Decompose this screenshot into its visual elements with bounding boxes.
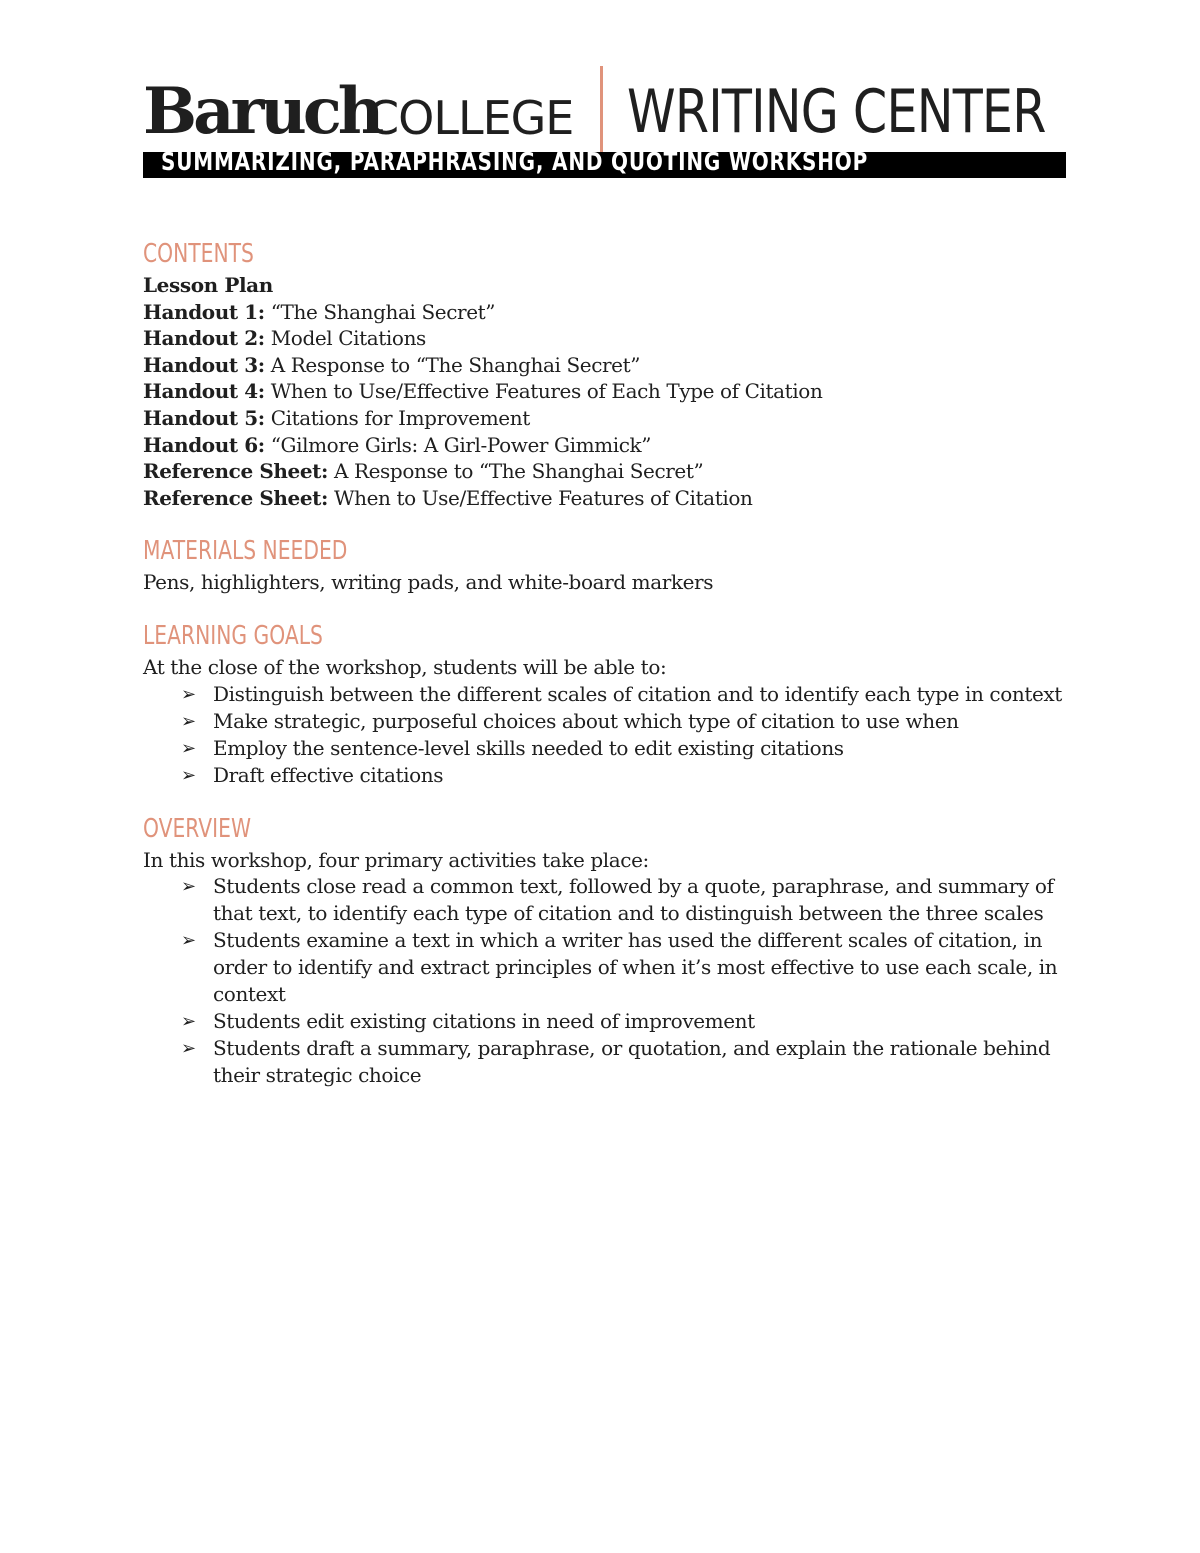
arrow-bullet-icon: ➢ [181, 1038, 196, 1060]
contents-item [143, 352, 1093, 379]
list-item-text: Make strategic, purposeful choices about which type of citation to use when [213, 708, 959, 733]
list-item-text: Employ the sentence-level skills needed to edit existing citations [213, 735, 844, 760]
contents-item-text: “Gilmore Girls: A Girl-Power Gimmick” [264, 432, 652, 457]
learning-goals-intro: At the close of the workshop, students will be able to: [143, 654, 667, 679]
spacer [143, 596, 1093, 618]
list-item-text: Students close read a common text, followed by a quote, paraphrase, and summary of that text, to identify each type of citation and to distinguish between the three scales [213, 874, 1054, 926]
contents-item-label: Handout 1: [143, 299, 265, 324]
logo-divider [600, 66, 603, 152]
college-logo-text: COLLEGE [367, 91, 574, 145]
contents-item-label: Handout 5: [143, 405, 265, 430]
list-item [143, 1035, 1093, 1089]
writing-center-title: WRITING CENTER [627, 77, 1046, 147]
list-item [143, 762, 1093, 789]
contents-item [143, 272, 1093, 299]
contents-item-label: Handout 6: [143, 432, 265, 457]
materials-section [143, 533, 1093, 596]
contents-section [143, 236, 1093, 511]
contents-item [143, 378, 1093, 405]
contents-item-text: “The Shanghai Secret” [264, 299, 496, 324]
arrow-bullet-icon: ➢ [181, 1011, 196, 1033]
contents-item-label: Handout 3: [143, 352, 265, 377]
contents-item-text: Citations for Improvement [264, 405, 530, 430]
contents-item [143, 432, 1093, 459]
list-item [143, 927, 1093, 1008]
overview-section [143, 811, 1093, 1090]
arrow-bullet-icon: ➢ [181, 683, 196, 705]
list-item-text: Students examine a text in which a writer has used the different scales of citation, in order to identify and extract principles of when it’s most effective to use each scale, in context [213, 928, 1058, 1007]
learning-goals-list [143, 681, 1093, 789]
contents-item-label: Reference Sheet: [143, 459, 328, 484]
overview-list [143, 873, 1093, 1089]
contents-item-label: Reference Sheet: [143, 485, 328, 510]
document-header [143, 64, 1066, 178]
contents-item-label: Lesson Plan [143, 273, 273, 297]
list-item-text: Students edit existing citations in need of improvement [213, 1009, 755, 1034]
contents-heading: CONTENTS [143, 239, 254, 269]
overview-heading: OVERVIEW [143, 813, 252, 844]
arrow-bullet-icon: ➢ [181, 930, 196, 952]
learning-goals-section [143, 618, 1093, 789]
materials-text: Pens, highlighters, writing pads, and white-board markers [143, 570, 714, 595]
contents-item [143, 405, 1093, 432]
list-item-text: Distinguish between the different scales of citation and to identify each type in context [213, 681, 1062, 706]
document-body [143, 236, 1093, 1089]
baruch-logo-text: Baruch [143, 74, 381, 149]
contents-item [143, 299, 1093, 326]
list-item-text: Students draft a summary, paraphrase, or quotation, and explain the rationale behind their strategic choice [213, 1036, 1051, 1088]
list-item [143, 873, 1093, 927]
contents-item-text: A Response to “The Shanghai Secret” [264, 352, 641, 377]
overview-intro: In this workshop, four primary activities take place: [143, 847, 649, 872]
list-item [143, 1008, 1093, 1035]
materials-heading: MATERIALS NEEDED [143, 536, 348, 567]
contents-item [143, 325, 1093, 352]
learning-goals-heading: LEARNING GOALS [143, 620, 323, 651]
workshop-title: SUMMARIZING, PARAPHRASING, AND QUOTING WORKSHOP [161, 152, 869, 176]
arrow-bullet-icon: ➢ [181, 876, 196, 898]
contents-item-text: When to Use/Effective Features of Each Type of Citation [264, 379, 823, 404]
list-item [143, 735, 1093, 762]
contents-item [143, 458, 1093, 485]
spacer [143, 789, 1093, 811]
contents-item-label: Handout 2: [143, 326, 265, 351]
contents-item [143, 485, 1093, 512]
arrow-bullet-icon: ➢ [181, 737, 196, 759]
arrow-bullet-icon: ➢ [181, 764, 196, 786]
contents-item-text: A Response to “The Shanghai Secret” [328, 459, 704, 484]
arrow-bullet-icon: ➢ [181, 710, 196, 732]
list-item [143, 681, 1093, 708]
contents-item-label: Handout 4: [143, 379, 265, 404]
contents-item-text: Model Citations [264, 326, 426, 351]
list-item-text: Draft effective citations [213, 762, 444, 787]
list-item [143, 708, 1093, 735]
workshop-banner [143, 152, 1066, 178]
spacer [143, 511, 1093, 533]
contents-item-text: When to Use/Effective Features of Citation [328, 485, 753, 510]
